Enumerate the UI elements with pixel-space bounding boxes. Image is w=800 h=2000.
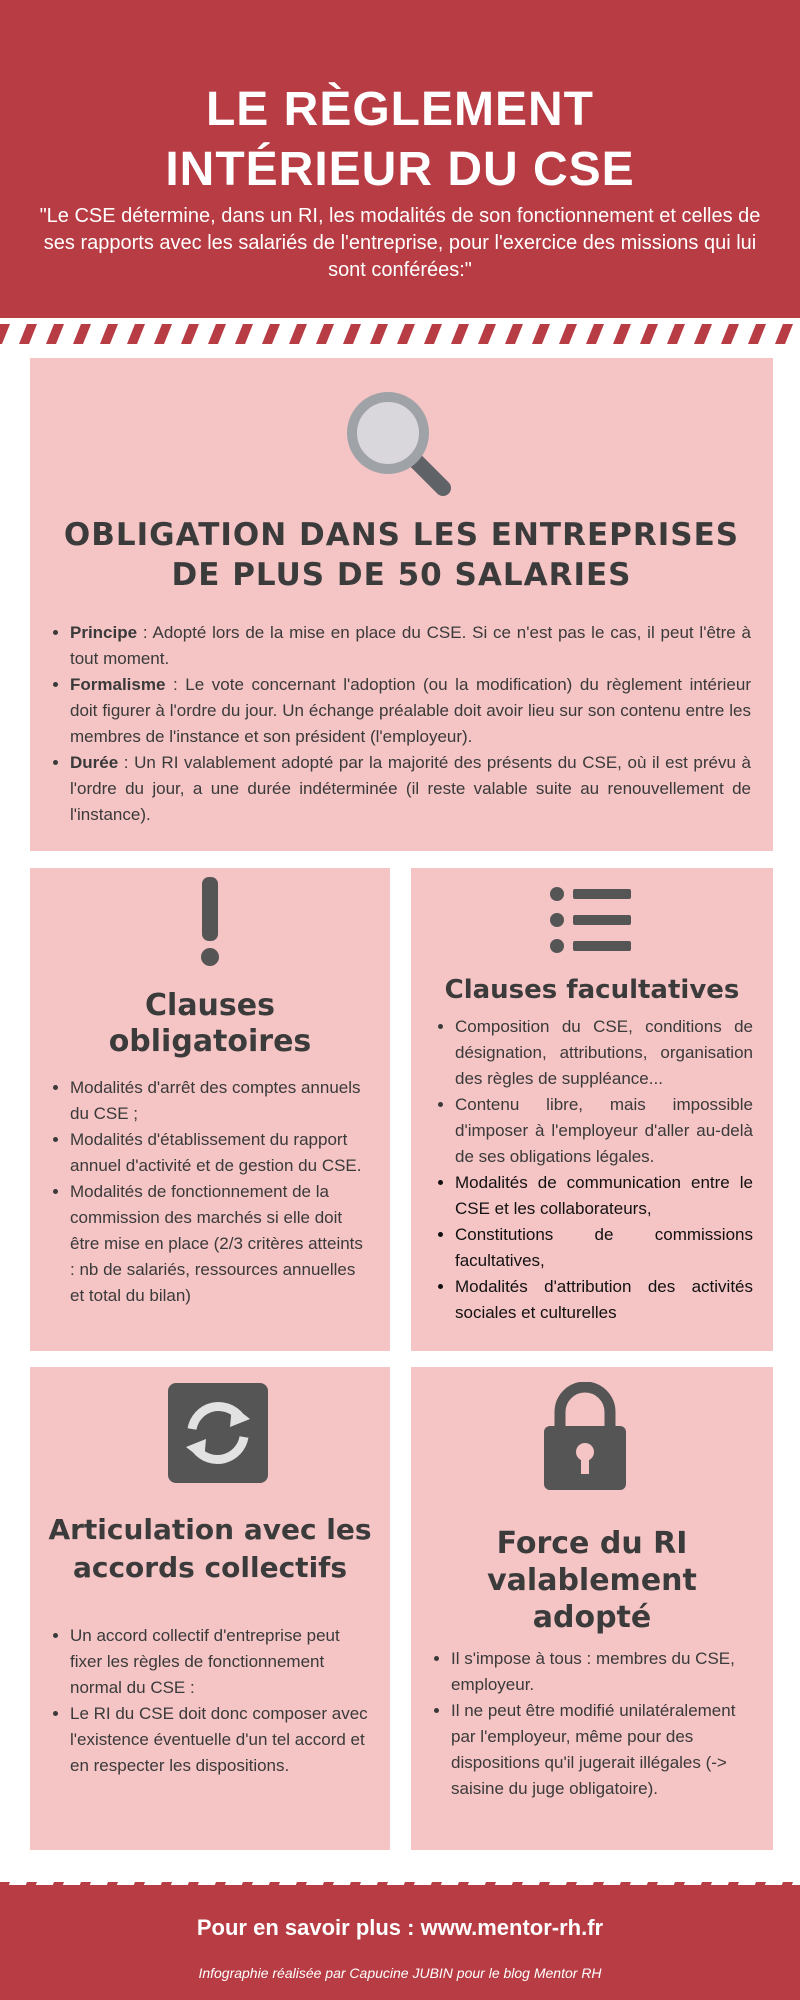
list-item: • Modalités de communication entre le CSE et les collaborateurs, [455,1170,753,1222]
intro-quote: "Le CSE détermine, dans un RI, les modalités de son fonctionnement et celles de ses rapports avec les salariés de l'entreprise, pour l'exercice des missions qui lui sont conférées:" [39,205,761,281]
clauses-obligatoires-list [48,1075,368,1309]
list-item: • Modalités d'établissement du rapport annuel d'activité et de gestion du CSE. [70,1127,368,1179]
lock-icon [542,1382,628,1492]
force-card [411,1367,773,1850]
footer [0,1885,800,2000]
list-item: • Modalités de fonctionnement de la commission des marchés si elle doit être mise en place (2/3 critères atteints : nb de salariés, ressources annuelles et total du bilan) [70,1179,368,1309]
clauses-facultatives-card [411,868,773,1351]
refresh-icon [168,1383,268,1483]
list-item: • Constitutions de commissions facultatives, [455,1222,753,1274]
list-item: • Il ne peut être modifié unilatéralement par l'employeur, même pour des dispositions qu'il jugerait illégales (-> saisine du juge obligatoire). [451,1698,751,1802]
exclamation-icon [194,873,226,968]
list-item: • Un accord collectif d'entreprise peut fixer les règles de fonctionnement normal du CSE : [70,1623,368,1701]
list-item: • Le RI du CSE doit donc composer avec l'existence éventuelle d'un tel accord et en respecter les dispositions. [70,1701,368,1779]
list-item: • Modalités d'attribution des activités sociales et culturelles [455,1274,753,1326]
articulation-title: Articulation avec les accords collectifs [48,1513,372,1584]
list-item: • Contenu libre, mais impossible d'imposer à l'employeur d'aller au-delà de ses obligations légales. [455,1092,753,1170]
list-item: • Composition du CSE, conditions de désignation, attributions, organisation des règles de suppléance... [455,1014,753,1092]
header [0,0,800,324]
magnifier-icon [343,388,463,498]
credit-text: Infographie réalisée par Capucine JUBIN pour le blog Mentor RH [198,1965,602,1981]
articulation-card [30,1367,390,1850]
list-item: • Durée : Un RI valablement adopté par la majorité des présents du CSE, où il est prévu à l'ordre du jour, a une durée indéterminée (il reste valable suite au renouvellement de l'instance). [70,750,751,828]
clauses-obligatoires-title: Clauses obligatoires [108,988,312,1059]
list-item: • Il s'impose à tous : membres du CSE, employeur. [451,1646,751,1698]
list-item: • Formalisme : Le vote concernant l'adoption (ou la modification) du règlement intérieur doit figurer à l'ordre du jour. Un échange préalable doit avoir lieu sur son contenu entre les membres de l'instance et son président (l'employeur). [70,672,751,750]
list-icon [549,886,635,956]
clauses-obligatoires-card [30,868,390,1351]
articulation-list [48,1623,368,1779]
obligation-list [48,620,751,828]
force-title: Force du RI valablement adopté [487,1526,697,1635]
website-link[interactable]: Pour en savoir plus : www.mentor-rh.fr [196,1915,604,1940]
obligation-card [30,358,773,851]
top-stripe-divider [0,318,800,348]
list-item: • Modalités d'arrêt des comptes annuels du CSE ; [70,1075,368,1127]
page-title: LE RÈGLEMENT INTÉRIEUR DU CSE [165,83,635,196]
force-list [429,1646,751,1802]
clauses-facultatives-list [433,1014,753,1326]
list-item: • Principe : Adopté lors de la mise en place du CSE. Si ce n'est pas le cas, il peut l'être à tout moment. [70,620,751,672]
clauses-facultatives-title: Clauses facultatives [444,975,740,1005]
obligation-title: OBLIGATION DANS LES ENTREPRISES DE PLUS DE 50 SALARIES [63,517,740,593]
